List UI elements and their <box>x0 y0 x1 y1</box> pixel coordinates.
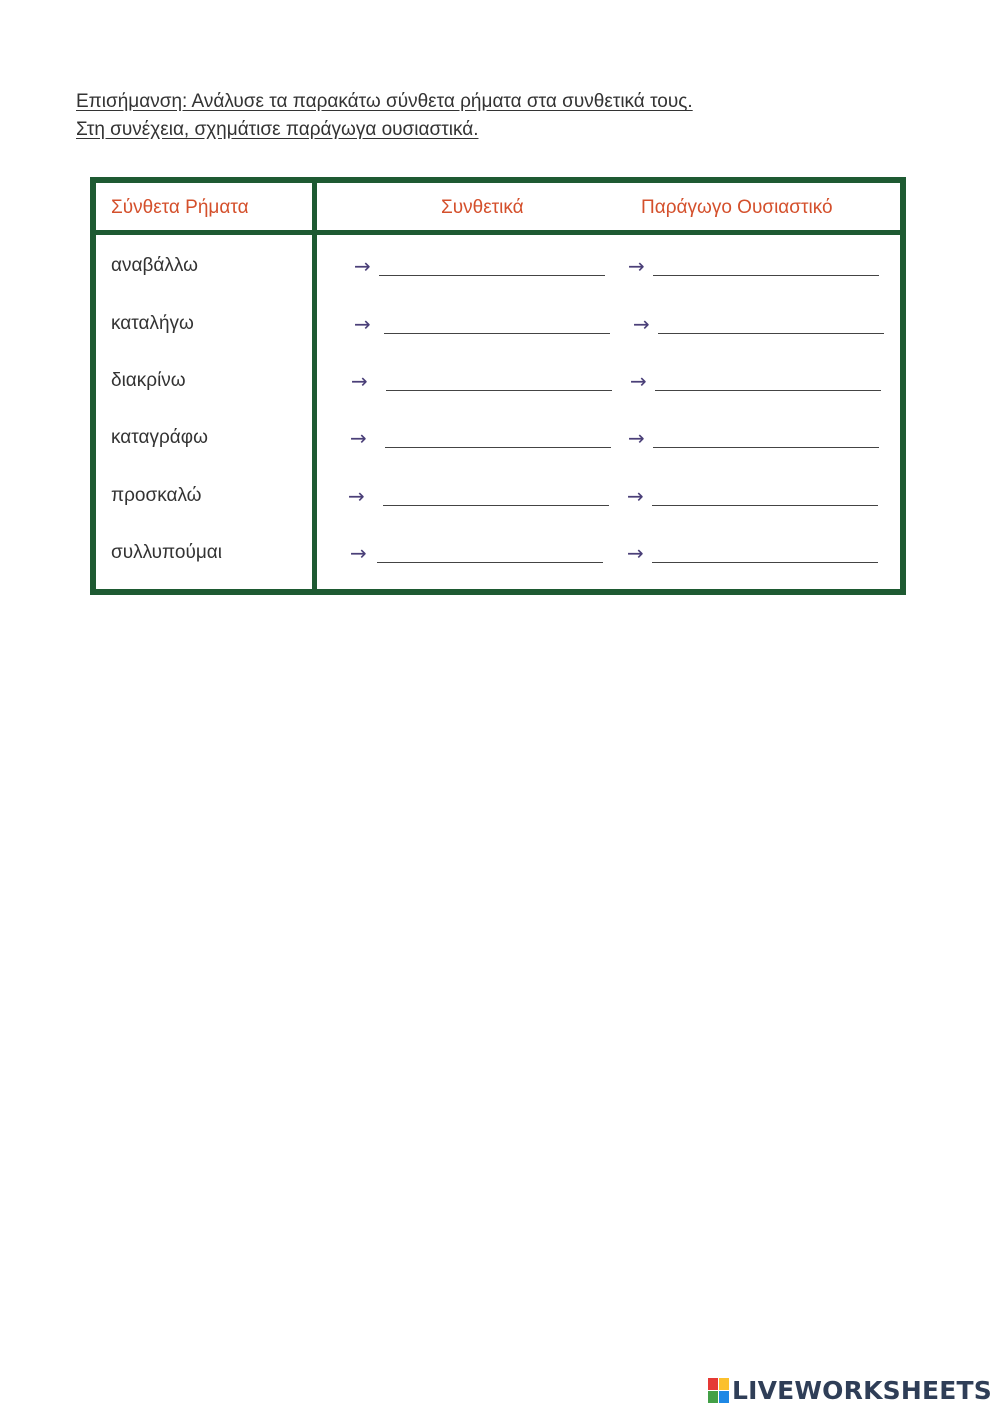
arrow-icon: → <box>630 369 647 393</box>
verb-label: αναβάλλω <box>111 255 198 276</box>
answer-blank[interactable] <box>658 315 884 334</box>
verb-label: προσκαλώ <box>111 485 202 506</box>
noun-answer[interactable] <box>628 425 879 451</box>
logo-text: LIVEWORKSHEETS <box>731 1376 992 1405</box>
verb-label: καταλήγω <box>111 313 194 334</box>
arrow-icon: → <box>627 484 644 508</box>
header-divider <box>96 230 900 235</box>
instruction-line-2: Στη συνέχεια, σχημάτισε παράγωγα ουσιαστικά. <box>76 119 479 140</box>
answer-blank[interactable] <box>652 487 878 506</box>
arrow-icon: → <box>354 254 371 278</box>
arrow-icon: → <box>628 254 645 278</box>
components-answer[interactable] <box>354 311 610 337</box>
answer-blank[interactable] <box>379 257 605 276</box>
arrow-icon: → <box>350 426 367 450</box>
logo-mark-icon <box>708 1378 729 1403</box>
components-answer[interactable] <box>351 368 612 394</box>
header-nouns: Παράγωγο Ουσιαστικό <box>641 197 833 218</box>
noun-answer[interactable] <box>627 483 878 509</box>
answer-blank[interactable] <box>383 487 609 506</box>
header-components: Συνθετικά <box>441 197 524 218</box>
arrow-icon: → <box>627 541 644 565</box>
components-answer[interactable] <box>348 483 609 509</box>
verb-label: συλλυπούμαι <box>111 542 223 563</box>
noun-answer[interactable] <box>627 540 878 566</box>
instruction-line-1: Επισήμανση: Ανάλυσε τα παρακάτω σύνθετα ρήματα στα συνθετικά τους. <box>76 91 693 112</box>
arrow-icon: → <box>348 484 365 508</box>
column-divider <box>312 183 317 589</box>
liveworksheets-logo <box>708 1376 992 1405</box>
answer-blank[interactable] <box>655 372 881 391</box>
verb-label: καταγράφω <box>111 427 208 448</box>
arrow-icon: → <box>633 312 650 336</box>
noun-answer[interactable] <box>630 368 881 394</box>
answer-blank[interactable] <box>384 315 610 334</box>
components-answer[interactable] <box>354 253 605 279</box>
header-verbs: Σύνθετα Ρήματα <box>111 197 249 218</box>
arrow-icon: → <box>350 541 367 565</box>
arrow-icon: → <box>628 426 645 450</box>
components-answer[interactable] <box>350 425 611 451</box>
noun-answer[interactable] <box>633 311 884 337</box>
answer-blank[interactable] <box>653 429 879 448</box>
answer-blank[interactable] <box>385 429 611 448</box>
verb-label: διακρίνω <box>111 370 186 391</box>
answer-blank[interactable] <box>653 257 879 276</box>
arrow-icon: → <box>354 312 371 336</box>
components-answer[interactable] <box>350 540 603 566</box>
instructions <box>76 88 693 144</box>
exercise-table <box>90 177 906 595</box>
answer-blank[interactable] <box>377 544 603 563</box>
answer-blank[interactable] <box>386 372 612 391</box>
answer-blank[interactable] <box>652 544 878 563</box>
noun-answer[interactable] <box>628 253 879 279</box>
arrow-icon: → <box>351 369 368 393</box>
